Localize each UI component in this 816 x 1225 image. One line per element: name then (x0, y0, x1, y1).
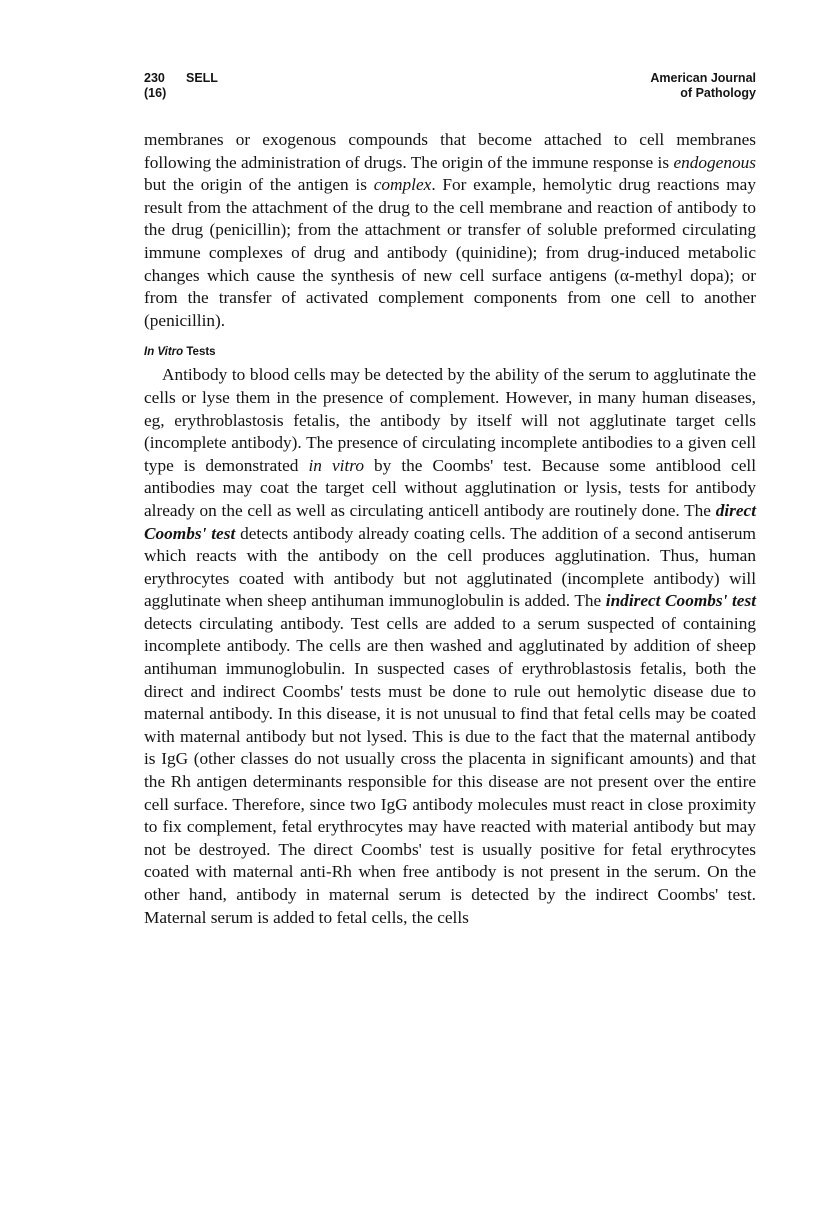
section-heading-italic: In Vitro (144, 346, 184, 359)
text-run: Antibody to blood cells may be detected by the ability of the serum to agglutinate the cells or lyse them in the presence of complement. However, in many human diseases, eg, erythroblastosis fetalis, the antibody by itself will not agglutinate target cells (incomplete antibody). The presence of circulating incomplete antibodies to a given cell type is demonstrated (144, 365, 756, 475)
page-number: 230 (144, 71, 165, 85)
emphasis-indirect-coombs: indirect Coombs' test (605, 591, 756, 611)
journal-name (650, 71, 756, 101)
text-run: . For example, hemolytic drug reactions may result from the attachment of the drug to the cell membrane and reaction of antibody to the drug (penicillin); from the attachment or transfer of soluble preformed circulating immune complexes of drug and antibody (quinidine); from drug-induced metabolic changes which cause the synthesis of new cell surface antigens (α-methyl dopa); or from the transfer of activated complement components from one cell to another (penicillin). (144, 175, 756, 330)
emphasis-direct-coombs: direct Coombs' test (144, 500, 756, 543)
author-name: SELL (186, 71, 218, 85)
paragraph-1 (144, 129, 756, 332)
text-run: by the Coombs' test. Because some antiblood cell antibodies may coat the target cell without agglutination or lysis, tests for antibody already on the cell as well as circulating anticell antibody are routinely done. The (144, 455, 756, 520)
emphasis-endogenous: endogenous (673, 152, 756, 172)
issue-number: (16) (144, 86, 167, 100)
text-run: but the origin of the antigen is (144, 175, 374, 195)
running-header (144, 71, 756, 105)
article-body (144, 129, 756, 929)
section-heading-text: Tests (183, 346, 216, 359)
section-heading (144, 345, 756, 359)
journal-name-line2: of Pathology (680, 86, 756, 100)
emphasis-in-vitro: in vitro (308, 455, 364, 475)
header-left (144, 71, 218, 101)
paragraph-2 (144, 364, 756, 929)
emphasis-complex: complex (373, 175, 432, 195)
text-run: detects antibody already coating cells. The addition of a second antiserum which reacts with the antibody on the cell produces agglutination. Thus, human erythrocytes coated with antibody but not agglutinated (incomplete antibody) will agglutinate when sheep antihuman immunoglobulin is added. The (144, 523, 756, 611)
journal-name-line1: American Journal (650, 71, 756, 85)
text-run: membranes or exogenous compounds that become attached to cell membranes following the administration of drugs. The origin of the immune response is (144, 130, 756, 172)
text-run: detects circulating antibody. Test cells are added to a serum suspected of containing incomplete antibody. The cells are then washed and agglutinated by addition of sheep antihuman immunoglobulin. In suspected cases of erythroblastosis fetalis, both the direct and indirect Coombs' tests must be done to rule out hemolytic disease due to maternal antibody. In this disease, it is not unusual to find that fetal cells may be coated with maternal antibody but not lysed. This is due to the fact that the maternal antibody is IgG (other classes do not usually cross the placenta in significant amounts) and that the Rh antigen determinants responsible for this disease are not present over the entire cell surface. Therefore, since two IgG antibody molecules must react in close proximity to fix complement, fetal erythrocytes may have reacted with material antibody but may not be destroyed. The direct Coombs' test is usually positive for fetal erythrocytes coated with maternal anti-Rh when free antibody is not present in the serum. On the other hand, antibody in maternal serum is detected by the indirect Coombs' test. Maternal serum is added to fetal cells, the cells (144, 613, 756, 927)
